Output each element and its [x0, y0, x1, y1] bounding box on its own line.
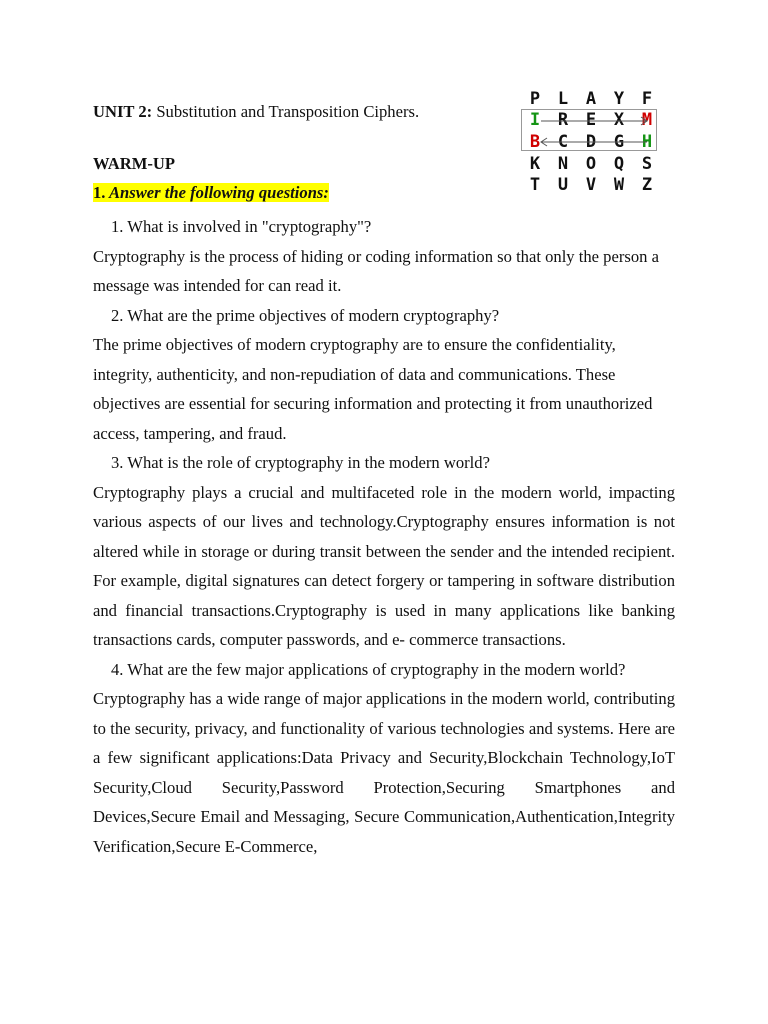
playfair-cell: Q	[613, 153, 625, 174]
unit-title	[93, 102, 419, 122]
task-text: Answer the following questions:	[105, 183, 329, 202]
playfair-cell: E	[585, 110, 597, 131]
playfair-cell: V	[585, 175, 597, 196]
right-arrow-icon	[529, 110, 653, 131]
playfair-cell: A	[585, 88, 597, 109]
left-arrow-icon	[529, 131, 653, 152]
playfair-row	[521, 174, 661, 196]
playfair-cell: G	[613, 131, 625, 152]
playfair-cell: F	[641, 88, 653, 109]
answer-3: Cryptography plays a crucial and multifaceted role in the modern world, impacting various aspects of our lives and technology.Cryptography ensures information is not altered while in storage or during transit between the sender and the intended recipient. For example, digital signatures can detect forgery or tampering in software distribution and financial transactions.Cryptography is used in many applications like banking transactions cards, computer passwords, and e- commerce transactions.	[93, 482, 675, 649]
playfair-cell: C	[557, 131, 569, 152]
question-4: 4. What are the few major applications of cryptography in the modern world?	[111, 659, 626, 679]
task-instruction	[93, 183, 329, 203]
playfair-cell: D	[585, 131, 597, 152]
playfair-cell: H	[641, 131, 653, 152]
playfair-cell: S	[641, 153, 653, 174]
answer-4: Cryptography has a wide range of major applications in the modern world, contributing to the security, privacy, and functionality of various technologies and systems. Here are a few significant applications:Data Privacy and Security,Blockchain Technology,IoT Security,Cloud Security,Password Protection,Securing Smartphones and Devices,Secure Email and Messaging, Secure Communication,Authentication,Integrity Verification,Secure E-Commerce,	[93, 689, 675, 856]
question-3: 3. What is the role of cryptography in the modern world?	[111, 453, 490, 472]
unit-label: UNIT 2:	[93, 102, 153, 121]
answer-1: Cryptography is the process of hiding or coding information so that only the person a message was intended for can read it.	[93, 246, 659, 295]
qa-content	[93, 212, 675, 861]
unit-title-text: Substitution and Transposition Ciphers.	[152, 102, 420, 121]
playfair-cell: O	[585, 153, 597, 174]
playfair-cell: I	[529, 110, 541, 131]
playfair-grid	[521, 88, 661, 196]
task-number: 1.	[93, 183, 106, 202]
playfair-cell: P	[529, 88, 541, 109]
playfair-row	[521, 88, 661, 110]
playfair-cell: R	[557, 110, 569, 131]
playfair-cell: N	[557, 153, 569, 174]
playfair-cell: X	[613, 110, 625, 131]
question-2: 2. What are the prime objectives of modern cryptography?	[111, 305, 500, 325]
playfair-cell: Z	[641, 175, 653, 196]
playfair-cell: W	[613, 175, 625, 196]
playfair-cell: K	[529, 153, 541, 174]
playfair-cell: B	[529, 131, 541, 152]
playfair-row	[521, 131, 661, 153]
answer-2: The prime objectives of modern cryptography are to ensure the confidentiality, integrity, authenticity, and non-repudiation of data and communications. These objectives are essential for securing information and protecting it from unauthorized access, tampering, and fraud.	[93, 335, 653, 443]
question-1: 1. What is involved in "cryptography"?	[111, 217, 372, 236]
playfair-cell: T	[529, 175, 541, 196]
warmup-heading: WARM-UP	[93, 154, 176, 173]
playfair-cell: Y	[613, 88, 625, 109]
playfair-cell: M	[641, 110, 653, 131]
playfair-row	[521, 110, 661, 132]
playfair-row	[521, 153, 661, 175]
playfair-cell: U	[557, 175, 569, 196]
playfair-cell: L	[557, 88, 569, 109]
